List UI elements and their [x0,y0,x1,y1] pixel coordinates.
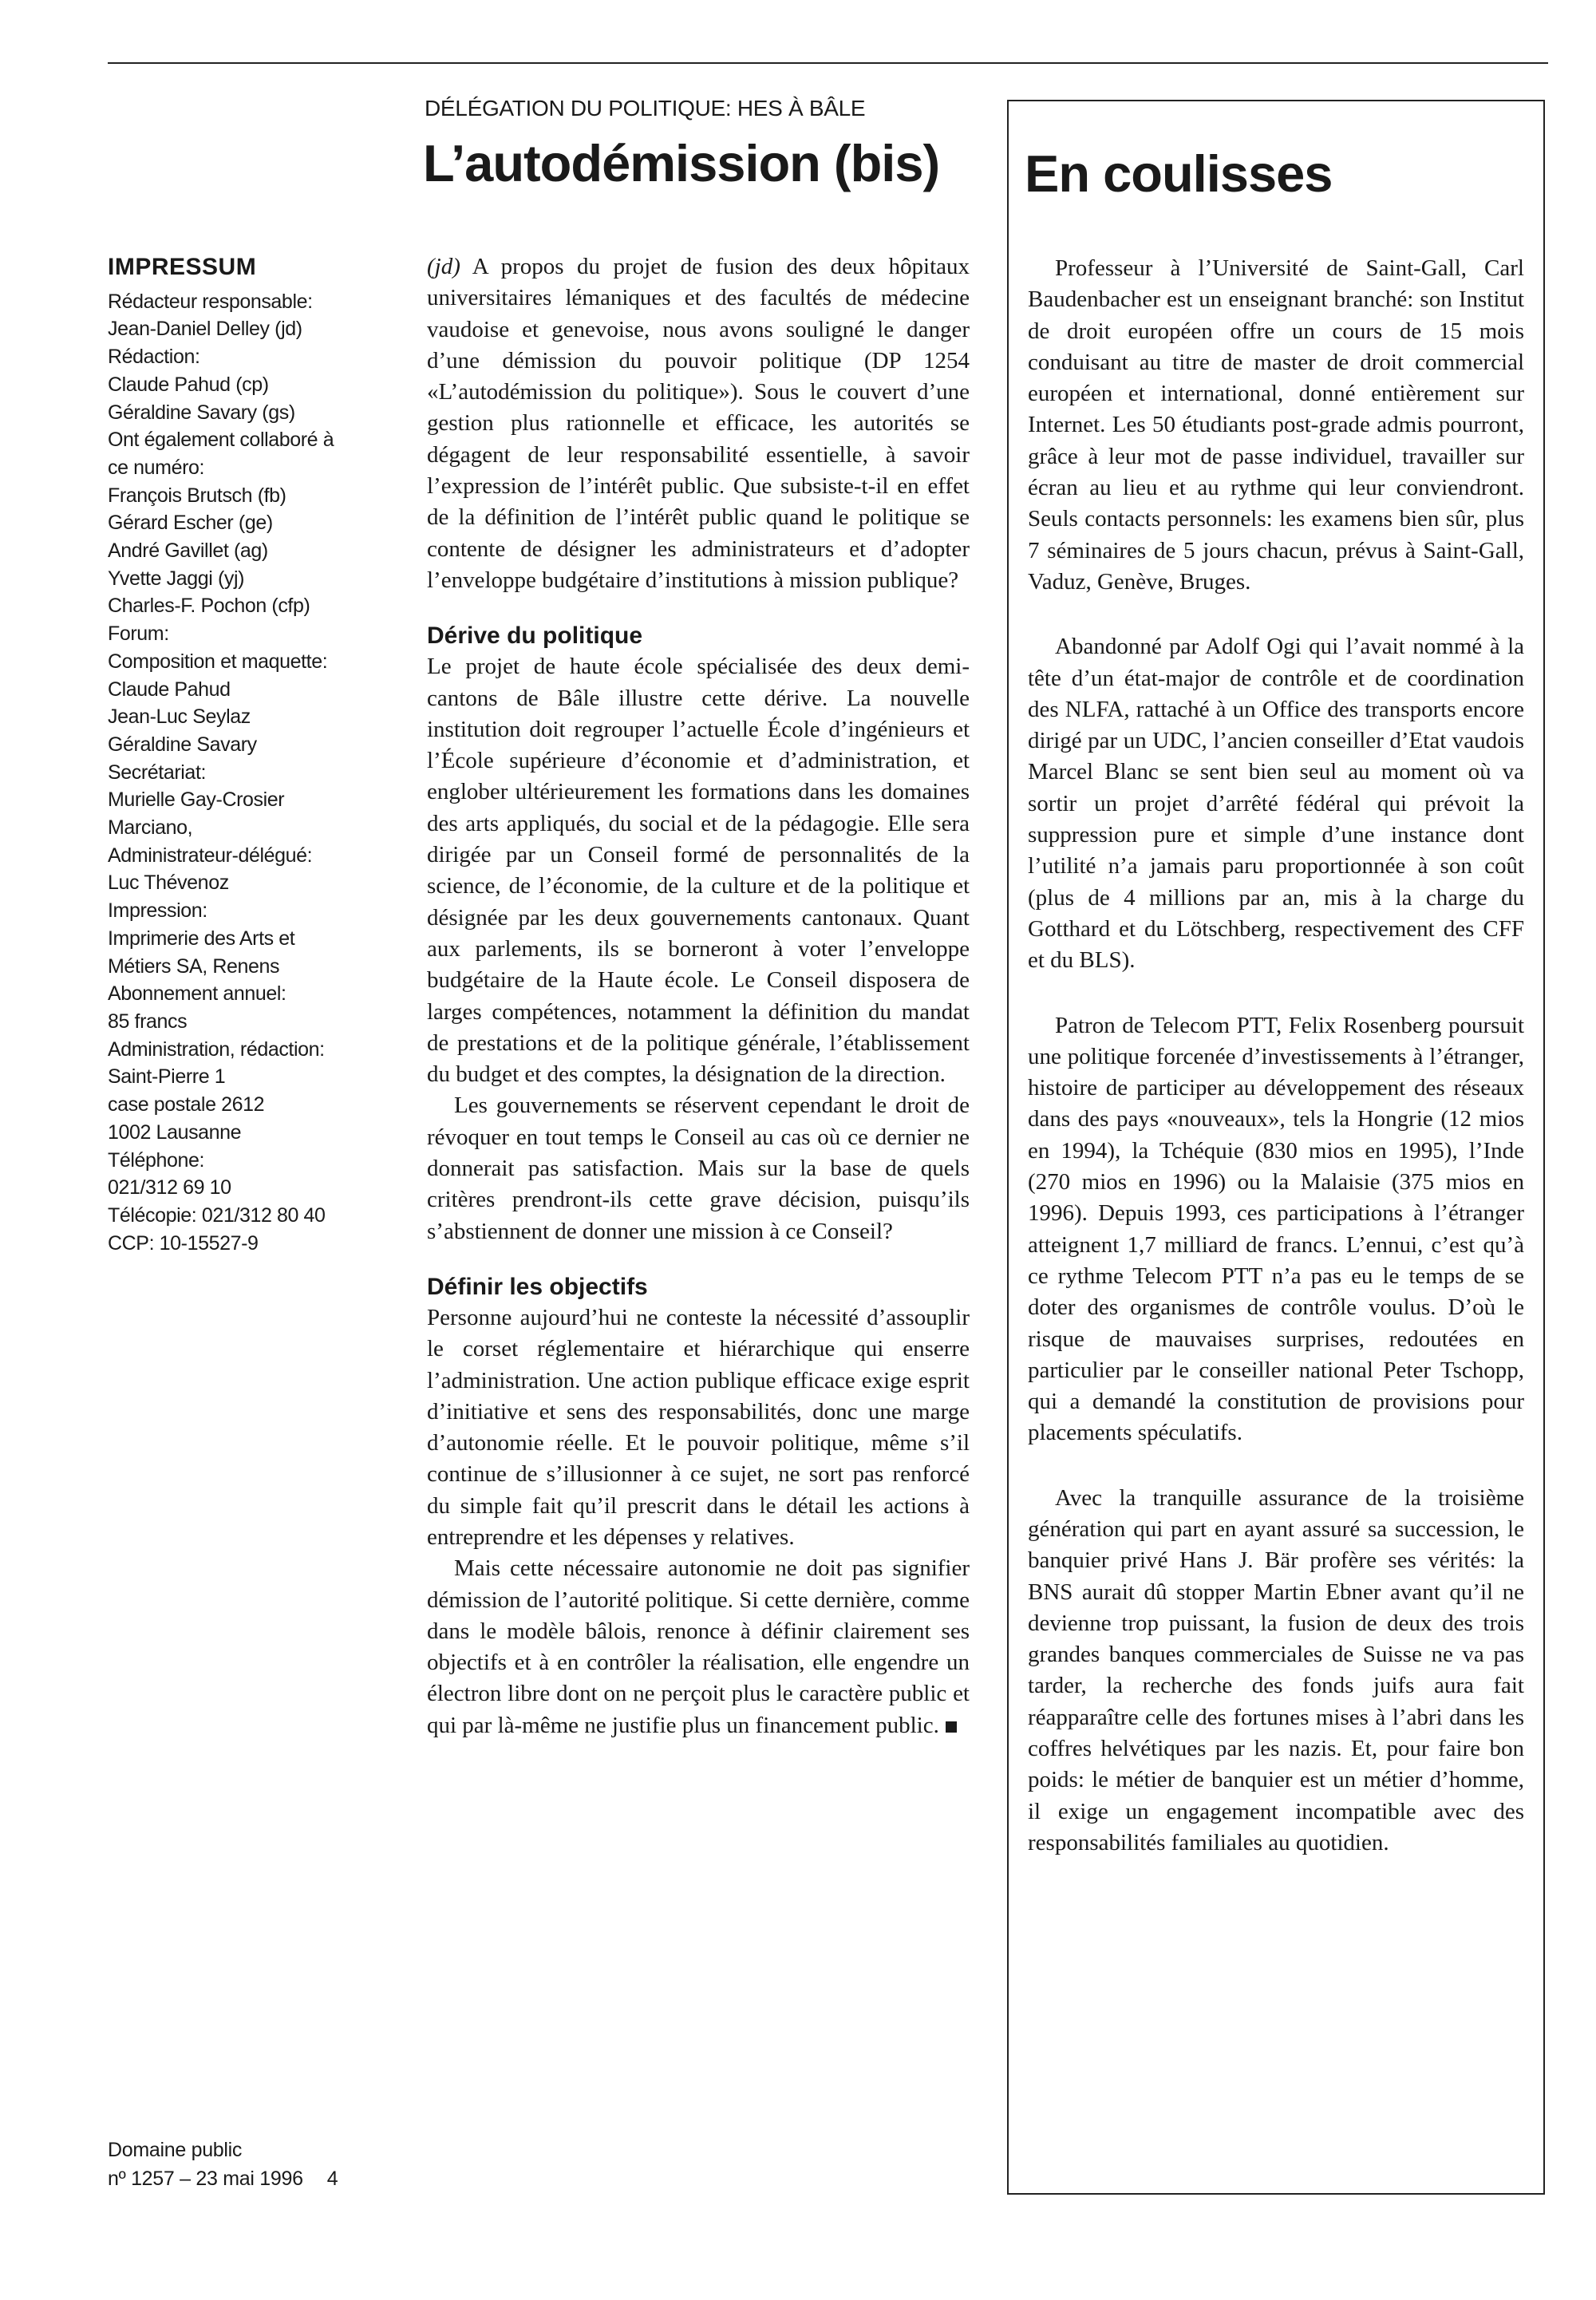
impressum-line: Télécopie: 021/312 80 40 [108,1203,326,1227]
impressum-line: 1002 Lausanne [108,1120,242,1144]
impressum-line: François Brutsch (fb) [108,484,286,507]
impressum-line: Saint-Pierre 1 [108,1065,226,1089]
impressum-line: Administration, rédaction: [108,1037,325,1061]
top-rule [108,62,1548,64]
impressum-line: Secrétariat: [108,761,207,784]
impressum-line: Abonnement annuel: [108,982,286,1006]
impressum-line: Claude Pahud [108,678,231,701]
impressum-line: Luc Thévenoz [108,871,229,895]
final-text: Mais cette nécessaire autonomie ne doit pas signifier démission de l’autorité politique. Si cette dernière, comme dans le modèle bâlois, renonce à définir clairement ses objectifs et à en contrôler la réalisation, elle engendre un électron libre dont on ne perçoit plus le caractère public et qui par là-même ne justifie plus un financement public. [427,1555,970,1738]
impressum-line: Géraldine Savary [108,733,257,756]
impressum-line: Rédacteur responsable: [108,290,313,313]
impressum-line: Impression: [108,899,207,923]
impressum-line: Jean-Luc Seylaz [108,705,251,729]
paragraph: Le projet de haute école spécialisée des deux demi-cantons de Bâle illustre cette dérive. La nouvelle institution doit regrouper l’actuelle École d’ingénieurs et l’École supérieure d’économie et d’administration, et englober ultérieurement les formations dans les domaines des arts appliqués, du social et de la pédagogie. Elle sera dirigée par un Conseil formé de personnalités de la science, de l’économie, de la culture et de la politique et désignée par les deux gouvernements cantonaux. Quant aux parlements, ils se borneront à voter l’enveloppe budgétaire de la Haute école. Le Conseil disposera de larges compétences, notamment la définition du mandat de prestations et de la politique générale, l’établissement du budget et des comptes, la désignation de la direction. [427,654,970,1088]
impressum-line: Téléphone: [108,1148,205,1172]
publication-name: Domaine public [108,2139,243,2161]
impressum-line: CCP: 10-15527-9 [108,1231,259,1255]
impressum-line: 85 francs [108,1010,188,1033]
footer [108,2136,411,2193]
sidebar-paragraph: Avec la tranquille assurance de la troisième génération qui part en ayant assuré sa succession, le banquier privé Hans J. Bär profère ses vérités: la BNS aurait dû stopper Martin Ebner avant qu’il ne devienne trop puissant, la fusion de deux des trois grandes banques commerciales de Suisse ne va pas tarder, la recherche des fonds juifs aura fait réapparaître celle des fortunes mises à l’abri dans les coffres helvétiques par les nazis. Et, pour faire bon poids: le métier de banquier est un métier d’homme, il exige un engagement incompatible avec des responsabilités familiales au quotidien. [1028,1484,1524,1855]
paragraph: Les gouvernements se réservent cependant le droit de révoquer en tout temps le Conseil au cas où ce dernier ne donnerait pas satisfaction. Mais sur la base de quels critères prendront-ils cette grave décision, puisqu’ils s’abstiennent de donner une mission à ce Conseil? [427,1093,970,1244]
section-heading-objectifs: Définir les objectifs [427,1273,648,1300]
sidebar-box [1007,100,1545,2195]
section-heading-derive: Dérive du politique [427,622,643,650]
impressum-line: 021/312 69 10 [108,1176,231,1199]
impressum-title: IMPRESSUM [108,254,257,280]
impressum-line: Métiers SA, Renens [108,954,280,978]
article-intro [427,251,970,596]
issue-line [108,2164,411,2193]
end-mark-icon [946,1721,957,1733]
impressum-line: Gérard Escher (ge) [108,512,273,535]
impressum-line: Forum: [108,622,169,646]
impressum-line: Jean-Daniel Delley (jd) [108,318,302,341]
impressum-line: case postale 2612 [108,1093,265,1116]
impressum-line: André Gavillet (ag) [108,539,268,563]
impressum-line: Imprimerie des Arts et [108,927,295,950]
sidebar-paragraph: Abandonné par Adolf Ogi qui l’avait nommé à la tête d’un état-major de contrôle et de coordination des NLFA, rattaché à un Office des transports encore dirigé par un UDC, l’ancien conseiller d’Etat vaudois Marcel Blanc se sent bien seul au moment où va sortir un projet d’arrêté fédéral qui prévoit la suppression pure et simple d’une instance dont l’utilité n’a jamais paru proportionnée à son coût (plus de 4 millions par an, mis à la charge du Gotthard et du Lötschberg, respectivement des CFF et du BLS). [1028,634,1524,974]
impressum-line: Charles-F. Pochon (cfp) [108,595,310,618]
sidebar-paragraph: Patron de Telecom PTT, Felix Rosenberg poursuit une politique forcenée d’investissements à l’étranger, histoire de participer au développement des réseaux dans des pays «nouveaux», tels la Hongrie (12 mios en 1994), la Tchéquie (830 mios en 1995), l’Inde (270 mios en 1996) ou la Malaisie (375 mios en 1996). Depuis 1993, ces participations à l’étranger atteignent 1,7 milliard de francs. L’ennui, c’est qu’à ce rythme Telecom PTT n’a pas eu le temps de se doter des organismes de contrôle voulus. D’où le risque de mauvaises surprises, redoutées en particulier par le conseiller national Peter Tschopp, qui a demandé la constitution de provisions pour placements spéculatifs. [1028,1012,1524,1446]
impressum-line: Murielle Gay-Crosier [108,788,285,812]
impressum-line: Géraldine Savary (gs) [108,401,295,424]
paragraph: Personne aujourd’hui ne conteste la nécessité d’assouplir le corset réglementaire et hiérarchique qui enserre l’administration. Une action publique efficace exige esprit d’initiative et sens des responsabilités, donc une marge d’autonomie réelle. Et le pouvoir politique, même s’il continue de s’illusionner à ce sujet, ne sort pas renforcé du simple fait qu’il prescrit dans le détail les actions à entreprendre et les dépenses y relatives. [427,1304,970,1550]
impressum-line: Marciano, [108,816,193,840]
issue-date: nº 1257 – 23 mai 1996 [108,2168,303,2190]
impressum-lines [108,288,395,1258]
impressum-line: ce numéro: [108,456,205,479]
sidebar-title: En coulisses [1025,144,1333,203]
impressum-line: Ont également collaboré à [108,429,334,452]
article-headline: L’autodémission (bis) [423,134,940,192]
impressum-line: Yvette Jaggi (yj) [108,567,245,590]
impressum-line: Administrateur-délégué: [108,844,313,867]
impressum [108,254,395,1257]
sidebar-paragraph: Professeur à l’Université de Saint-Gall, Carl Baudenbacher est un enseignant branché: son Institut de droit européen offre un cours de 15 mois conduisant au titre de master de droit commercial européen et international, donné entièrement sur Internet. Les 50 étudiants post-grade admis pourront, grâce à leur mot de passe individuel, travailler sur écran au lieu et au rythme qui leur conviendront. Seuls contacts personnels: les examens bien sûr, plus 7 séminaires de 5 jours chacun, prévus à Saint-Gall, Vaduz, Genève, Bruges. [1028,255,1524,595]
page-number: 4 [326,2168,338,2190]
impressum-line: Rédaction: [108,346,200,369]
sidebar-body [1028,253,1524,1892]
intro-text: A propos du projet de fusion des deux hôpitaux universitaires lémaniques et des facultés de médecine vaudoise et genevoise, nous avons souligné le danger d’une démission du pouvoir politique (DP 1254 «L’autodémission du politique»). Sous le couvert d’une gestion plus rationnelle et efficace, les autorités se dégagent de leur responsabilité essentielle, à savoir l’expression de l’intérêt public. Que subsiste-t-il en effet de la définition de l’intérêt public quand le politique se contente de désigner les administrateurs et d’adopter l’enveloppe budgétaire d’institutions à mission publique? [427,254,970,593]
article-body [427,251,970,1741]
impressum-line: Claude Pahud (cp) [108,373,269,396]
paragraph-final [427,1553,970,1741]
impressum-line: Composition et maquette: [108,650,328,673]
article-kicker: DÉLÉGATION DU POLITIQUE: HES À BÂLE [425,96,866,121]
author-initials: (jd) [427,254,460,279]
